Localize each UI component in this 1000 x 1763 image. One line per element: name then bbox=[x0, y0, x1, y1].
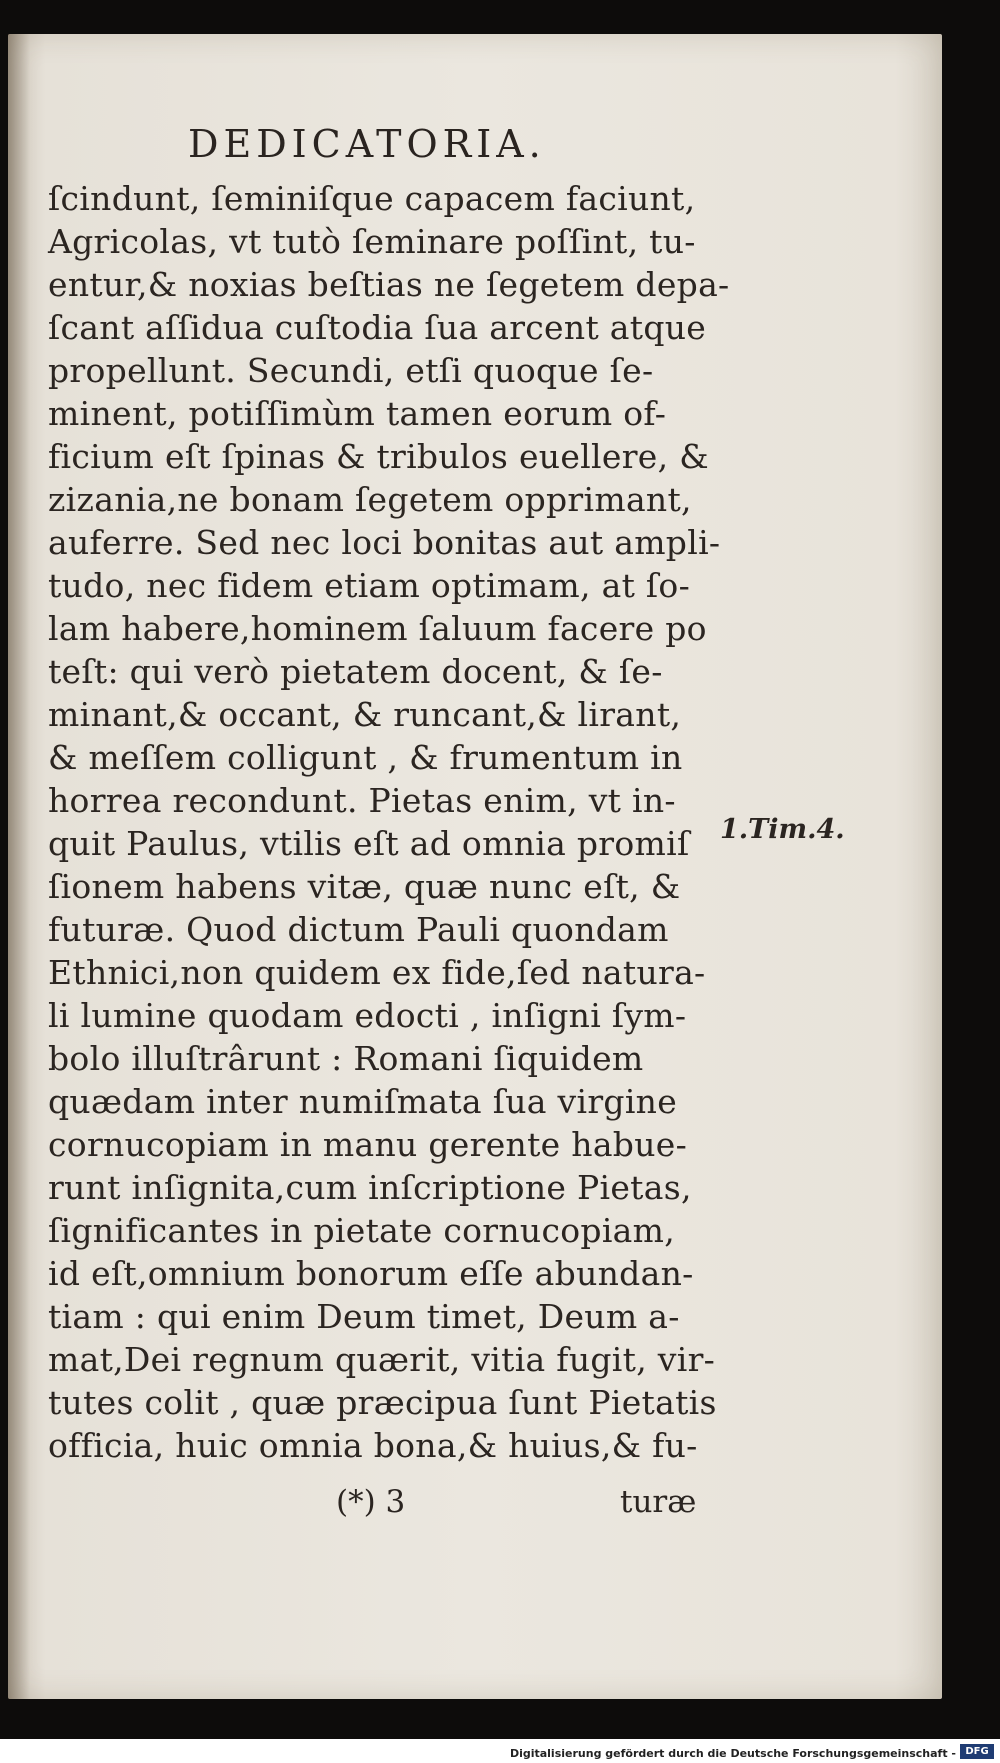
text-line: & meſſem colligunt , & frumentum in bbox=[48, 738, 683, 777]
text-line: lam habere,hominem ſaluum facere po bbox=[48, 609, 707, 648]
text-line: teſt: qui verò pietatem docent, & ſe- bbox=[48, 652, 663, 691]
dfg-logo: DFG bbox=[960, 1744, 994, 1759]
book-page bbox=[8, 34, 942, 1699]
text-line: bolo illuſtrârunt : Romani ſiquidem bbox=[48, 1039, 644, 1078]
text-line: tiam : qui enim Deum timet, Deum a- bbox=[48, 1297, 680, 1336]
text-line: auferre. Sed nec loci bonitas aut ampli- bbox=[48, 523, 721, 562]
text-line: tudo, nec fidem etiam optimam, at ſo- bbox=[48, 566, 691, 605]
text-line: ſcant aſſidua cuſtodia ſua arcent atque bbox=[48, 308, 707, 347]
text-line: cornucopiam in manu gerente habue- bbox=[48, 1125, 688, 1164]
text-line: entur,& noxias beſtias ne ſegetem depa- bbox=[48, 265, 730, 304]
text-line: quædam inter numiſmata ſua virgine bbox=[48, 1082, 678, 1121]
text-line: futuræ. Quod dictum Pauli quondam bbox=[48, 910, 669, 949]
text-line: minant,& occant, & runcant,& lirant, bbox=[48, 695, 682, 734]
text-line: ficium eſt ſpinas & tribulos euellere, & bbox=[48, 437, 709, 476]
text-line: quit Paulus, vtilis eſt ad omnia promiſ bbox=[48, 824, 690, 863]
funding-notice: Digitalisierung gefördert durch die Deutsche Forschungsgemeinschaft - bbox=[509, 1747, 956, 1760]
signature-mark: (*) 3 bbox=[336, 1484, 406, 1520]
text-line: ſionem habens vitæ, quæ nunc eſt, & bbox=[48, 867, 681, 906]
text-line: ſcindunt, ſeminiſque capacem faciunt, bbox=[48, 179, 696, 218]
text-line: minent, potiſſimùm tamen eorum of- bbox=[48, 394, 667, 433]
text-line: Agricolas, vt tutò ſeminare poſſint, tu- bbox=[48, 222, 696, 261]
body-text bbox=[48, 177, 730, 1467]
text-line: li lumine quodam edocti , inſigni ſym- bbox=[48, 996, 687, 1035]
marginal-note: 1.Tim.4. bbox=[720, 814, 845, 845]
running-header: DEDICATORIA. bbox=[188, 122, 546, 166]
text-line: id eſt,omnium bonorum eſſe abundan- bbox=[48, 1254, 694, 1293]
text-line: Ethnici,non quidem ex fide,ſed natura- bbox=[48, 953, 706, 992]
text-line: tutes colit , quæ præcipua ſunt Pietatis bbox=[48, 1383, 717, 1422]
text-line: zizania,ne bonam ſegetem opprimant, bbox=[48, 480, 692, 519]
text-line: officia, huic omnia bona,& huius,& fu- bbox=[48, 1426, 698, 1465]
text-line: propellunt. Secundi, etſi quoque ſe- bbox=[48, 351, 654, 390]
text-line: horrea recondunt. Pietas enim, vt in- bbox=[48, 781, 676, 820]
text-line: runt inſignita,cum inſcriptione Pietas, bbox=[48, 1168, 692, 1207]
footer-bar bbox=[0, 1739, 1000, 1763]
catchword: turæ bbox=[620, 1484, 697, 1520]
gutter-shadow bbox=[8, 34, 30, 1699]
text-line: ſignificantes in pietate cornucopiam, bbox=[48, 1211, 676, 1250]
text-line: mat,Dei regnum quærit, vitia fugit, vir- bbox=[48, 1340, 716, 1379]
